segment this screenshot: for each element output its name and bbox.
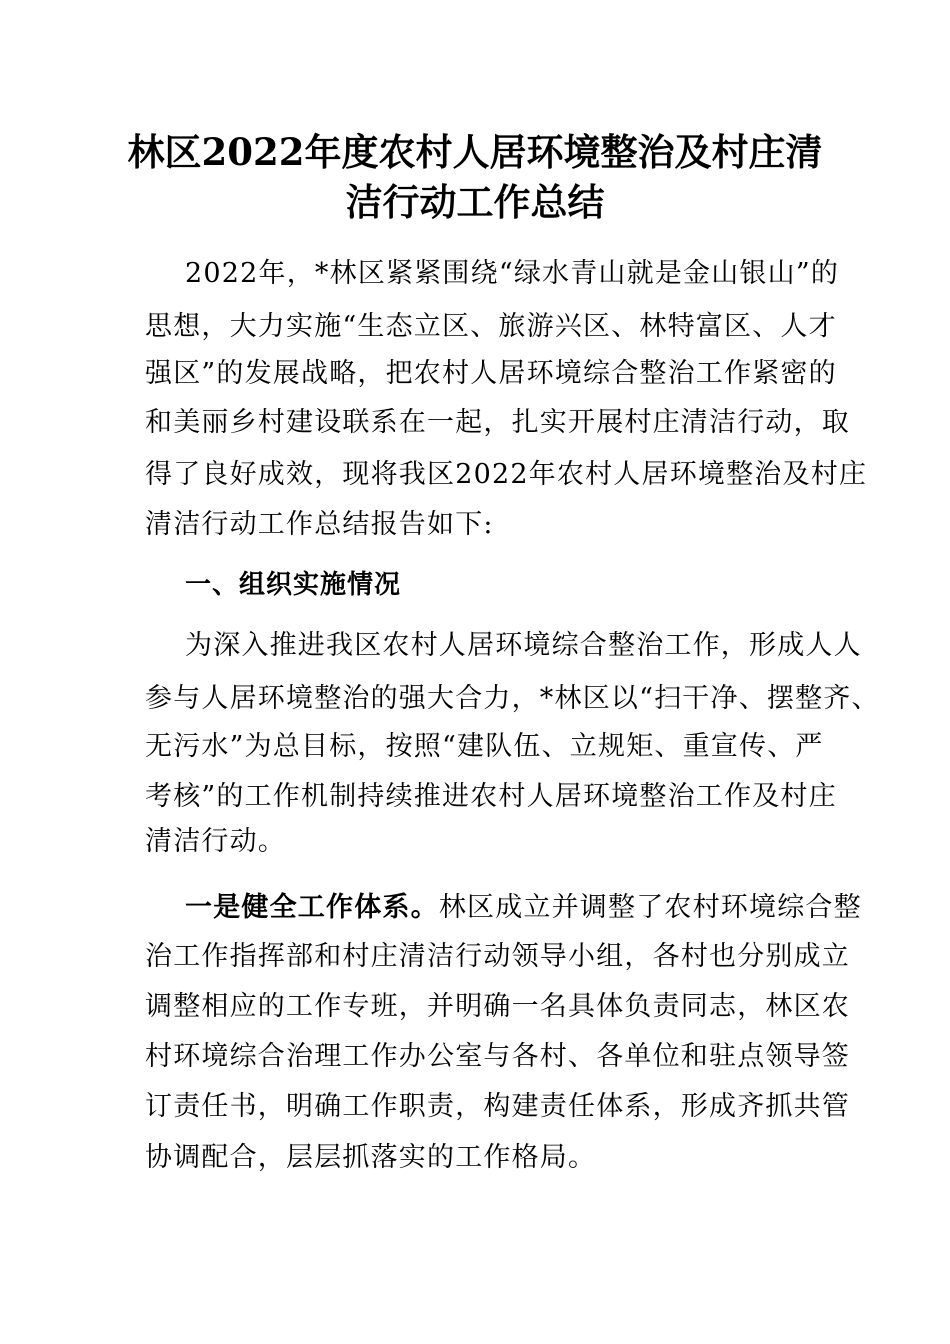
intro-line: 2022年，*林区紧紧围绕“绿水青山就是金山银山”的 [185,258,840,289]
intro-line: 思想，大力实施“生态立区、旅游兴区、林特富区、人才 [145,311,837,342]
section-paragraph-line: 无污水”为总目标，按照“建队伍、立规矩、重宣传、严 [145,731,824,762]
section-paragraph-line: 参与人居环境整治的强大合力，*林区以“扫干净、摆整齐、 [145,683,880,714]
section-paragraph-line: 为深入推进我区农村人居环境综合整治工作，形成人人 [185,630,862,661]
section-paragraph-line: 考核”的工作机制持续推进农村人居环境整治工作及村庄 [145,781,837,812]
document-title-line-2: 洁行动工作总结 [345,180,605,224]
intro-line: 得了良好成效，现将我区2022年农村人居环境整治及村庄 [145,459,868,490]
item-lead: 一是健全工作体系。 [185,892,439,923]
section-heading: 一、组织实施情况 [185,570,402,600]
item-line: 协调配合，层层抓落实的工作格局。 [145,1142,597,1173]
item-line: 治工作指挥部和村庄清洁行动领导小组，各村也分别成立 [145,941,850,972]
item-first-line-rest: 林区成立并调整了农村环境综合整 [438,892,862,923]
section-paragraph-line: 清洁行动。 [145,826,286,857]
document-title-line-1: 林区2022年度农村人居环境整治及村庄清 [127,130,823,174]
item-line: 村环境综合治理工作办公室与各村、各单位和驻点领导签 [145,1041,850,1072]
item-line: 订责任书，明确工作职责，构建责任体系，形成齐抓共管 [145,1091,850,1122]
item-line: 调整相应的工作专班，并明确一名具体负责同志，林区农 [145,991,850,1022]
intro-line: 和美丽乡村建设联系在一起，扎实开展村庄清洁行动，取 [145,407,850,438]
item-first-line [185,888,862,928]
intro-line: 强区”的发展战略，把农村人居环境综合整治工作紧密的 [145,358,837,389]
intro-line: 清洁行动工作总结报告如下: [145,509,494,540]
